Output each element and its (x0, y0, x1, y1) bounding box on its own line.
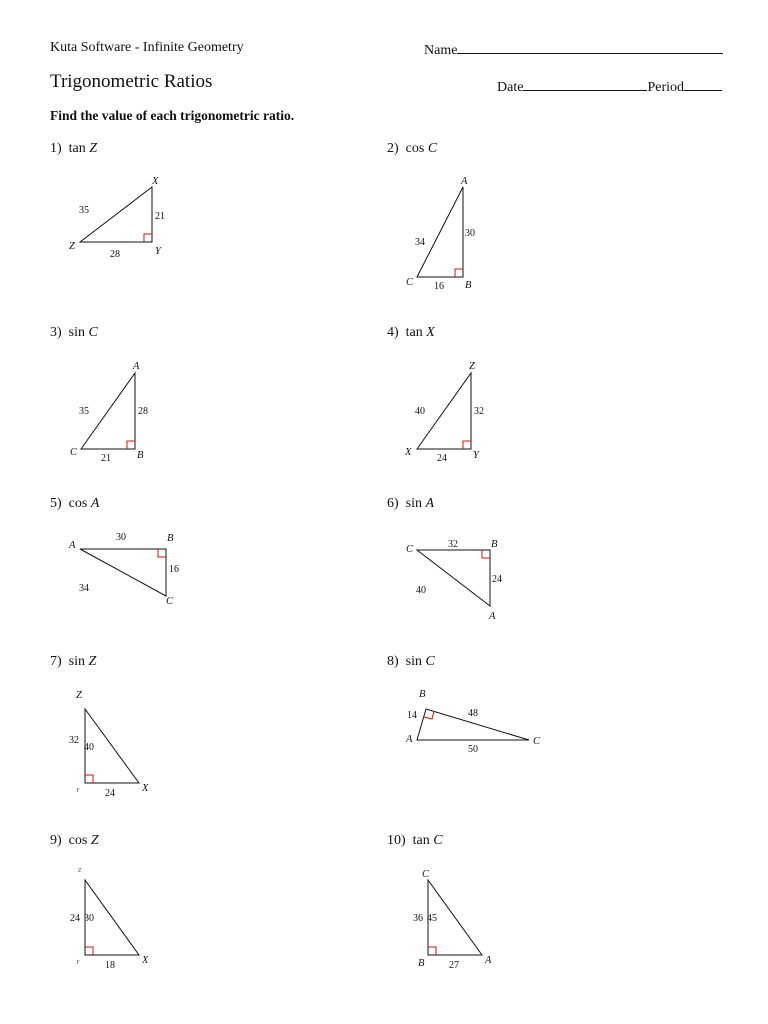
triangle-6 (417, 550, 490, 606)
side-length: 40 (84, 742, 94, 753)
vertex-label: A (406, 734, 413, 745)
vertex-label: B (418, 958, 425, 969)
name-label: Name (424, 43, 458, 58)
vertex-label: Z (76, 690, 82, 701)
triangle-4 (417, 373, 471, 449)
problem-10-label: 10) tan C (387, 833, 443, 848)
right-angle-icon (85, 947, 93, 955)
right-angle-icon (85, 775, 93, 783)
vertex-label: A (485, 955, 492, 966)
side-length: 30 (84, 913, 94, 924)
triangle-1 (80, 187, 152, 242)
side-length: 35 (79, 205, 89, 216)
vertex-label: X (142, 955, 149, 966)
vertex-label: C (406, 277, 414, 288)
vertex-label: A (489, 611, 496, 622)
right-angle-icon (127, 441, 135, 449)
side-length: 21 (101, 453, 111, 464)
right-angle-markers (85, 234, 490, 955)
vertex-label: B (167, 533, 174, 544)
vertex-label: B (465, 280, 472, 291)
side-length: 21 (155, 211, 165, 222)
side-length: 32 (474, 406, 484, 417)
side-length: 28 (110, 249, 120, 260)
vertex-label: B (491, 539, 498, 550)
problem-4-label: 4) tan X (387, 325, 435, 340)
side-length: 30 (116, 532, 126, 543)
side-length: 16 (169, 564, 179, 575)
right-angle-icon (463, 441, 471, 449)
right-angle-icon (158, 549, 166, 557)
vertex-label: C (166, 596, 174, 607)
side-length: 24 (105, 788, 115, 799)
right-angle-icon (428, 947, 436, 955)
side-length: 45 (427, 913, 437, 924)
vertex-label: C (422, 869, 430, 880)
side-length: 24 (70, 913, 80, 924)
side-length: 16 (434, 281, 444, 292)
vertex-label: C (406, 544, 414, 555)
vertex-label: X (405, 447, 412, 458)
problem-2-label: 2) cos C (387, 141, 438, 156)
side-length: 18 (105, 960, 115, 971)
side-length: 34 (79, 583, 89, 594)
vertex-label: Y (76, 960, 80, 966)
vertex-label: Z (69, 241, 75, 252)
problem-3-label: 3) sin C (50, 325, 98, 340)
vertex-label: Y (76, 788, 80, 794)
side-length: 34 (415, 237, 425, 248)
problem-1-label: 1) tan Z (50, 141, 98, 156)
worksheet-title: Trigonometric Ratios (50, 71, 213, 92)
vertex-label: B (137, 450, 144, 461)
side-length: 14 (407, 710, 417, 721)
vertex-label: Z (78, 868, 82, 874)
problem-6-label: 6) sin A (387, 496, 435, 511)
side-length: 50 (468, 744, 478, 755)
instructions: Find the value of each trigonometric ratio. (50, 108, 295, 123)
side-length: 24 (437, 453, 447, 464)
vertex-label: A (461, 176, 468, 187)
vertex-label: C (70, 447, 78, 458)
vertex-label: X (142, 783, 149, 794)
problem-8-label: 8) sin C (387, 654, 435, 669)
vertex-label: B (419, 689, 426, 700)
side-length: 32 (448, 539, 458, 550)
problem-7-label: 7) sin Z (50, 654, 97, 669)
triangle-5 (80, 549, 166, 596)
vertex-label: C (533, 736, 541, 747)
problem-9-label: 9) cos Z (50, 833, 99, 848)
triangle-3 (81, 373, 135, 449)
vertex-label: X (152, 176, 159, 187)
side-length: 36 (413, 913, 423, 924)
vertex-label: A (69, 540, 76, 551)
triangle-2 (417, 187, 463, 277)
side-length: 35 (79, 406, 89, 417)
side-length: 40 (416, 585, 426, 596)
problem-5-label: 5) cos A (50, 496, 100, 511)
right-angle-icon (144, 234, 152, 242)
side-length: 48 (468, 708, 478, 719)
vertex-label: A (133, 361, 140, 372)
side-length: 32 (69, 735, 79, 746)
period-label: Period (647, 80, 684, 95)
vertex-label: Y (473, 450, 479, 461)
right-angle-icon (455, 269, 463, 277)
side-length: 30 (465, 228, 475, 239)
vertex-label: Z (469, 361, 475, 372)
vertex-label: Y (155, 246, 161, 257)
right-angle-icon (482, 550, 490, 558)
side-length: 27 (449, 960, 459, 971)
side-length: 24 (492, 574, 502, 585)
side-length: 28 (138, 406, 148, 417)
software-header: Kuta Software - Infinite Geometry (50, 40, 244, 55)
side-length: 40 (415, 406, 425, 417)
date-label: Date (497, 80, 524, 95)
